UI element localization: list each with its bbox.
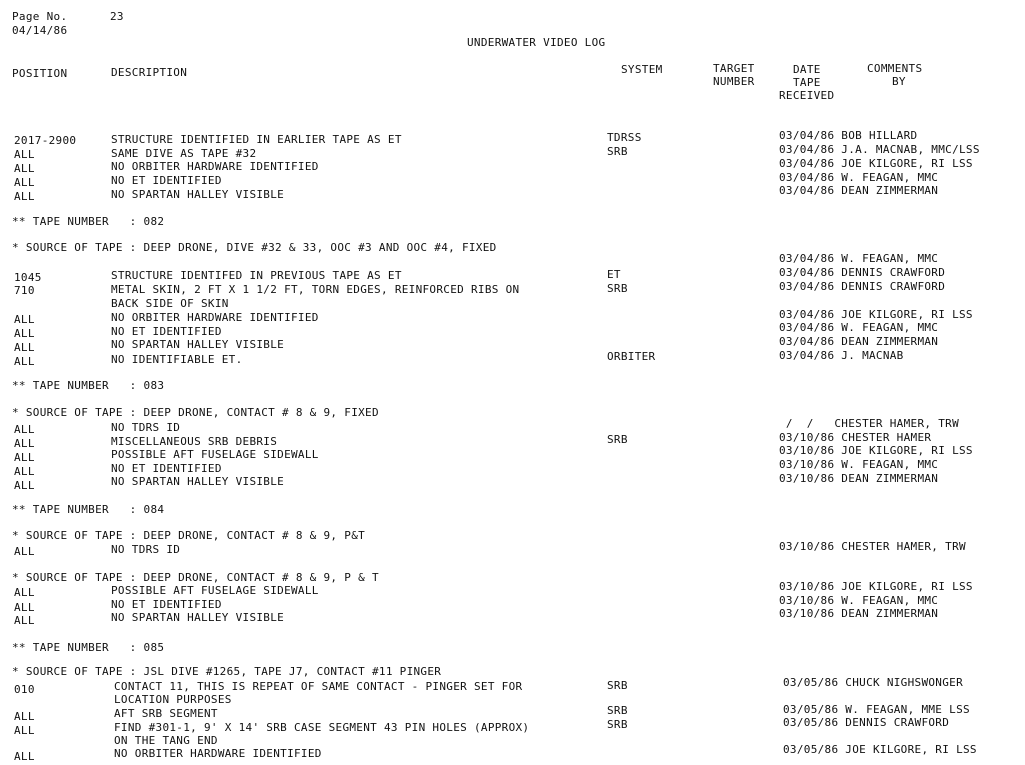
entry-position: ALL [14,601,35,614]
column-header-date-1: DATE [793,63,821,76]
entry-received: 03/05/86 DENNIS CRAWFORD [783,716,950,729]
entry-position: ALL [14,437,35,450]
entry-received: 03/04/86 BOB HILLARD [779,129,918,142]
entry-received: 03/10/86 W. FEAGAN, MMC [779,458,939,471]
column-header-date-2: TAPE [793,76,821,89]
entry-position: ALL [14,465,35,478]
entry-description: SAME DIVE AS TAPE #32 [111,147,257,160]
entry-received: 03/10/86 JOE KILGORE, RI LSS [779,444,973,457]
entry-position: ALL [14,423,35,436]
column-header-system: SYSTEM [621,63,663,76]
entry-received: 03/10/86 DEAN ZIMMERMAN [779,607,939,620]
entry-received: 03/04/86 JOE KILGORE, RI LSS [779,157,973,170]
entry-description: NO IDENTIFIABLE ET. [111,353,243,366]
entry-description-continued: LOCATION PURPOSES [114,693,232,706]
report-date: 04/14/86 [12,24,68,37]
tape-source-heading: * SOURCE OF TAPE : DEEP DRONE, DIVE #32 & 33, OOC #3 AND OOC #4, FIXED [12,241,497,254]
entry-position: 010 [14,683,35,696]
tape-source-heading: * SOURCE OF TAPE : JSL DIVE #1265, TAPE J7, CONTACT #11 PINGER [12,665,442,678]
entry-position: ALL [14,750,35,763]
entry-position: ALL [14,341,35,354]
entry-position: ALL [14,176,35,189]
entry-position: ALL [14,327,35,340]
page-number: 23 [110,10,124,23]
entry-description: NO ET IDENTIFIED [111,325,222,338]
entry-system: ORBITER [607,350,656,363]
entry-position: ALL [14,451,35,464]
entry-received: 03/04/86 J.A. MACNAB, MMC/LSS [779,143,980,156]
entry-description: NO SPARTAN HALLEY VISIBLE [111,188,285,201]
column-header-date-3: RECEIVED [779,89,835,102]
entry-description: NO ET IDENTIFIED [111,598,222,611]
entry-received: 03/04/86 W. FEAGAN, MMC [779,171,939,184]
column-header-description: DESCRIPTION [111,66,188,79]
column-header-comments-1: COMMENTS [867,62,923,75]
column-header-comments-2: BY [892,75,906,88]
page-number-label: Page No. [12,10,68,23]
entry-position: ALL [14,710,35,723]
tape-number-heading: ** TAPE NUMBER : 082 [12,215,165,228]
entry-system: SRB [607,145,628,158]
entry-received: 03/04/86 DENNIS CRAWFORD [779,266,946,279]
entry-received: 03/10/86 CHESTER HAMER [779,431,932,444]
entry-position: ALL [14,586,35,599]
entry-description: NO ORBITER HARDWARE IDENTIFIED [111,160,319,173]
entry-description: STRUCTURE IDENTIFED IN PREVIOUS TAPE AS ET [111,269,402,282]
entry-position: ALL [14,614,35,627]
entry-description: AFT SRB SEGMENT [114,707,218,720]
entry-position: ALL [14,479,35,492]
entry-position: 710 [14,284,35,297]
entry-description: NO SPARTAN HALLEY VISIBLE [111,611,285,624]
entry-position: 1045 [14,271,42,284]
entry-description: NO ET IDENTIFIED [111,462,222,475]
entry-system: SRB [607,433,628,446]
tape-number-heading: ** TAPE NUMBER : 083 [12,379,165,392]
entry-system: SRB [607,282,628,295]
entry-description: POSSIBLE AFT FUSELAGE SIDEWALL [111,584,319,597]
entry-description: MISCELLANEOUS SRB DEBRIS [111,435,278,448]
entry-description: FIND #301-1, 9' X 14' SRB CASE SEGMENT 43 PIN HOLES (APPROX) [114,721,530,734]
entry-position: ALL [14,724,35,737]
entry-received: 03/04/86 W. FEAGAN, MMC [779,321,939,334]
entry-position: ALL [14,190,35,203]
tape-source-heading: * SOURCE OF TAPE : DEEP DRONE, CONTACT # 8 & 9, P & T [12,571,379,584]
entry-position: ALL [14,355,35,368]
entry-received: 03/04/86 J. MACNAB [779,349,904,362]
entry-system: ET [607,268,621,281]
entry-system: SRB [607,679,628,692]
entry-description: NO TDRS ID [111,543,181,556]
entry-description-continued: BACK SIDE OF SKIN [111,297,229,310]
entry-description: POSSIBLE AFT FUSELAGE SIDEWALL [111,448,319,461]
entry-received: 03/04/86 DENNIS CRAWFORD [779,280,946,293]
entry-description-continued: ON THE TANG END [114,734,218,747]
entry-received: 03/05/86 JOE KILGORE, RI LSS [783,743,977,756]
entry-description: NO ORBITER HARDWARE IDENTIFIED [114,747,322,760]
entry-received: 03/04/86 DEAN ZIMMERMAN [779,335,939,348]
column-header-position: POSITION [12,67,68,80]
entry-position: ALL [14,313,35,326]
tape-number-heading: ** TAPE NUMBER : 085 [12,641,165,654]
entry-received: 03/05/86 W. FEAGAN, MME LSS [783,703,970,716]
entry-received: 03/10/86 W. FEAGAN, MMC [779,594,939,607]
entry-description: CONTACT 11, THIS IS REPEAT OF SAME CONTACT - PINGER SET FOR [114,680,523,693]
entry-received: 03/10/86 CHESTER HAMER, TRW [779,540,966,553]
entry-received: 03/04/86 JOE KILGORE, RI LSS [779,308,973,321]
entry-received: 03/04/86 W. FEAGAN, MMC [779,252,939,265]
entry-received: 03/10/86 DEAN ZIMMERMAN [779,472,939,485]
entry-system: SRB [607,718,628,731]
entry-description: NO SPARTAN HALLEY VISIBLE [111,338,285,351]
entry-system: SRB [607,704,628,717]
entry-description: METAL SKIN, 2 FT X 1 1/2 FT, TORN EDGES, REINFORCED RIBS ON [111,283,520,296]
tape-source-heading: * SOURCE OF TAPE : DEEP DRONE, CONTACT # 8 & 9, FIXED [12,406,379,419]
tape-source-heading: * SOURCE OF TAPE : DEEP DRONE, CONTACT # 8 & 9, P&T [12,529,366,542]
entry-description: STRUCTURE IDENTIFIED IN EARLIER TAPE AS ET [111,133,402,146]
column-header-target-1: TARGET [713,62,755,75]
entry-description: NO ET IDENTIFIED [111,174,222,187]
entry-system: TDRSS [607,131,642,144]
entry-description: NO SPARTAN HALLEY VISIBLE [111,475,285,488]
entry-position: 2017-2900 [14,134,77,147]
entry-received: / / CHESTER HAMER, TRW [779,417,959,430]
page-title: UNDERWATER VIDEO LOG [467,36,606,49]
entry-position: ALL [14,148,35,161]
entry-received: 03/10/86 JOE KILGORE, RI LSS [779,580,973,593]
entry-received: 03/05/86 CHUCK NIGHSWONGER [783,676,963,689]
entry-received: 03/04/86 DEAN ZIMMERMAN [779,184,939,197]
entry-position: ALL [14,162,35,175]
entry-description: NO ORBITER HARDWARE IDENTIFIED [111,311,319,324]
tape-number-heading: ** TAPE NUMBER : 084 [12,503,165,516]
column-header-target-2: NUMBER [713,75,755,88]
entry-description: NO TDRS ID [111,421,181,434]
entry-position: ALL [14,545,35,558]
